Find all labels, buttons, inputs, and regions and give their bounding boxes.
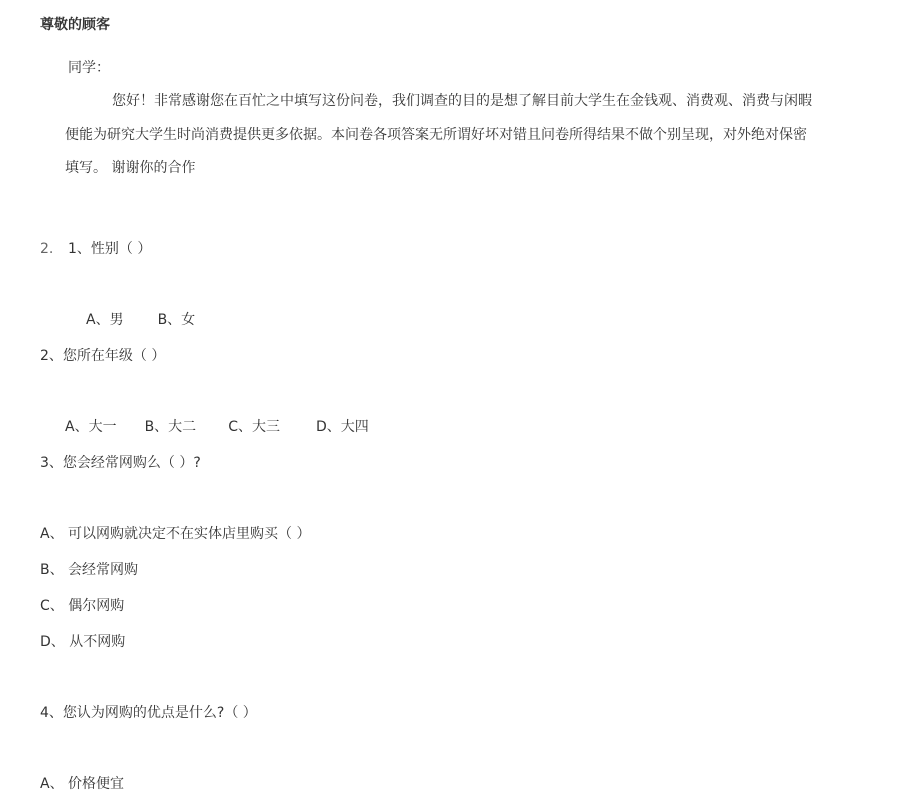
intro-line-1: 您好！非常感谢您在百忙之中填写这份问卷，我们调查的目的是想了解目前大学生在金钱观、消费观、消费与闲暇 xyxy=(112,93,812,109)
question-3-text: 3、您会经常网购么（ ）? xyxy=(40,455,201,471)
question-list-number: 2. xyxy=(40,241,54,257)
question-1-options xyxy=(86,310,195,330)
question-1-option-a: A、男 xyxy=(86,312,124,328)
question-2-text: 2、您所在年级（ ） xyxy=(40,348,166,364)
intro-line-3: 填写。 谢谢你的合作 xyxy=(65,160,196,176)
question-2-option-a: A、大一 xyxy=(65,419,117,435)
question-2-option-b: B、大二 xyxy=(144,419,197,435)
question-3-option-c: C、 偶尔网购 xyxy=(40,598,125,614)
question-3-option-a: A、 可以网购就决定不在实体店里购买（ ） xyxy=(40,526,311,542)
question-2-option-c: C、大三 xyxy=(228,419,280,435)
intro-line-2: 便能为研究大学生时尚消费提供更多依据。本问卷各项答案无所谓好坏对错且问卷所得结果不做个别呈现，对外绝对保密 xyxy=(65,127,807,143)
page-title: 尊敬的顾客 xyxy=(40,17,110,33)
question-4-option-a: A、 价格便宜 xyxy=(40,776,125,792)
question-1-option-b: B、女 xyxy=(157,312,196,328)
question-4-text: 4、您认为网购的优点是什么?（ ） xyxy=(40,705,257,721)
question-2-option-d: D、大四 xyxy=(315,419,369,435)
salutation: 同学： xyxy=(68,60,110,76)
question-2-options xyxy=(65,417,369,437)
question-3-option-d: D、 从不网购 xyxy=(40,634,126,650)
question-1-text: 1、性别（ ） xyxy=(68,241,152,257)
question-3-option-b: B、 会经常网购 xyxy=(40,562,139,578)
